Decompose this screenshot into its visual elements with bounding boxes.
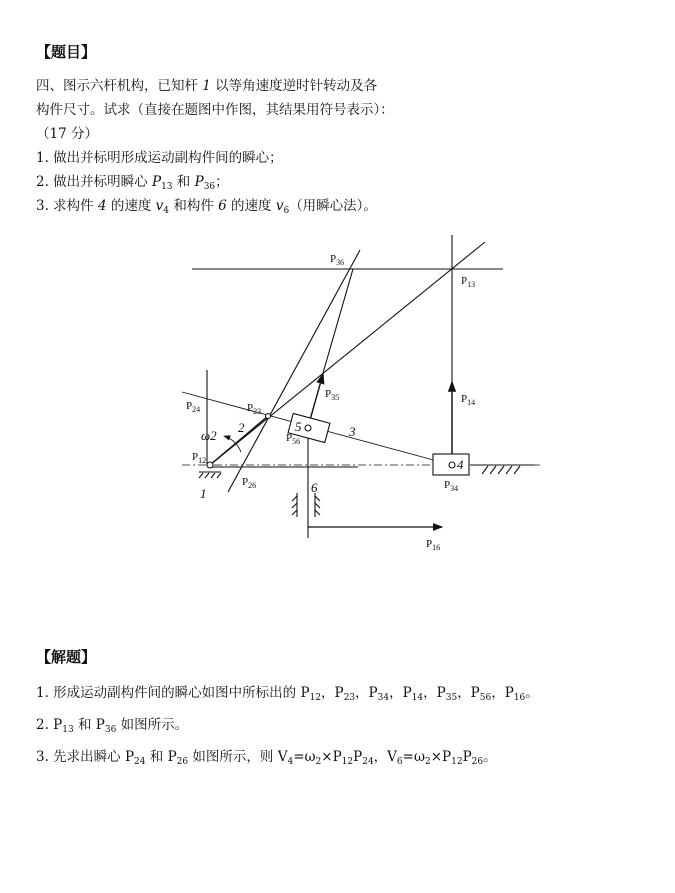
p26-p36-line (228, 250, 360, 492)
question-line-4: 1. 做出并标明形成运动副构件间的瞬心； (36, 150, 283, 166)
link-4-label: 4 (457, 457, 464, 472)
link-3-label: 3 (349, 424, 356, 439)
joint-p23 (266, 414, 271, 419)
frame-support-1 (199, 472, 221, 478)
joint-p56 (305, 425, 311, 431)
link-1-label: 1 (200, 486, 207, 501)
p12-p13-line (210, 242, 485, 465)
solution-heading: 【解题】 (36, 648, 97, 666)
link-2-label: 2 (238, 420, 245, 435)
joint-p34 (449, 462, 455, 468)
label-p12: $P_{12}$ (192, 451, 207, 465)
label-p34: $P_{34}$ (444, 479, 459, 493)
question-line-3: （17 分） (36, 126, 98, 142)
label-p16: $P_{16}$ (426, 538, 441, 552)
guide-6 (292, 493, 320, 517)
link-6-label: 6 (311, 480, 318, 495)
solution-line-1: 1. 形成运动副构件间的瞬心如图中所标出的 $P_{12}$，$P_{23}$，$P_{34}$，$P_{14}$，$P_{35}$，$P_{56}$，$P_{16}$。 (36, 685, 539, 703)
question-line-2: 构件尺寸。试求（直接在题图中作图，其结果用符号表示）： (36, 102, 394, 118)
label-p23: $P_{23}$ (247, 402, 262, 416)
question-line-6: 3. 求构件 4 的速度 $v_4$ 和构件 6 的速度 $v_6$（用瞬心法）。 (36, 198, 377, 216)
solution-line-3: 3. 先求出瞬心 $P_{24}$ 和 $P_{26}$ 如图所示，则 $V_4=\omega_2\times P_{12}P_{24}$，$V_6=\omega_2\times P_{12}P_{26}$。 (36, 749, 497, 767)
label-p26: $P_{26}$ (242, 476, 257, 490)
omega-label: ω2 (201, 428, 217, 443)
label-p36: $P_{36}$ (330, 253, 345, 267)
solution-line-2: 2. $P_{13}$ 和 $P_{36}$ 如图所示。 (36, 717, 189, 735)
label-p35: $P_{35}$ (325, 388, 340, 402)
p56-p36-line (323, 269, 353, 373)
link-5-label: 5 (295, 419, 302, 434)
joint-p12 (207, 462, 213, 468)
question-line-1: 四、图示六杆机构，已知杆 1 以等角速度逆时针转动及各 (36, 78, 378, 94)
label-p24: $P_{24}$ (186, 400, 201, 414)
question-heading: 【题目】 (36, 43, 97, 61)
omega-arrow (224, 436, 241, 452)
label-p14: $P_{14}$ (461, 393, 476, 407)
label-p56: $P_{56}$ (286, 432, 301, 446)
label-p13: $P_{13}$ (461, 275, 476, 289)
question-line-5: 2. 做出并标明瞬心 $P_{13}$ 和 $P_{36}$； (36, 174, 229, 192)
ground-hatch (482, 466, 520, 474)
